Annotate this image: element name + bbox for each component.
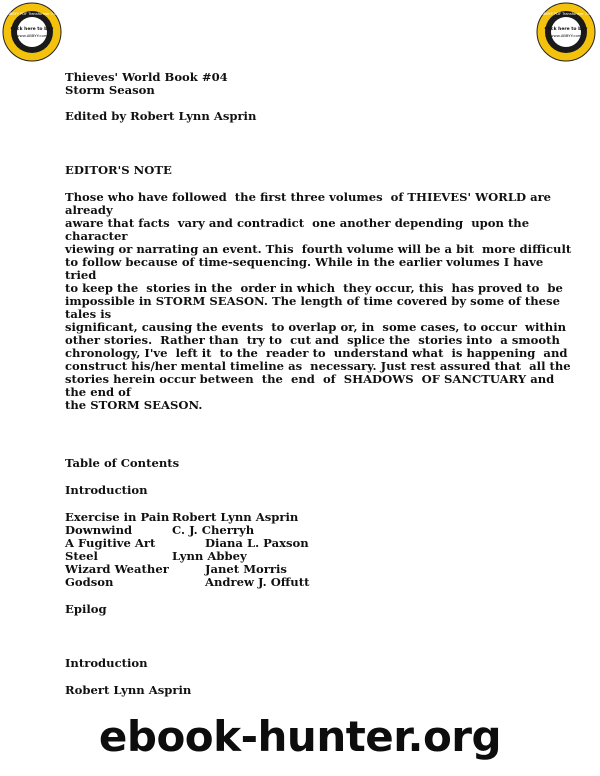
toc-entry-title: Godson <box>65 575 114 589</box>
badge-text-line1: ABBYY PDF Transformer 2.0 <box>7 12 57 16</box>
watermark: ebook-hunter.org <box>98 712 502 761</box>
book-title: Storm Season <box>65 83 155 97</box>
note-line: significant, causing the events to overlap or, in some cases, to occur within <box>65 320 567 334</box>
note-line: already <box>65 203 113 217</box>
badge-text-line2: Click here to buy <box>10 27 54 32</box>
toc-entry-author: Robert Lynn Asprin <box>172 510 299 524</box>
series-title: Thieves' World Book #04 <box>65 70 228 84</box>
toc-entry-title: Steel <box>65 549 98 563</box>
editors-note-heading: EDITOR'S NOTE <box>65 163 172 177</box>
note-line: Those who have followed the first three volumes of THIEVES' WORLD are <box>65 190 552 204</box>
note-line: to follow because of time-sequencing. While in the earlier volumes I have <box>65 255 544 269</box>
badge-text-line1: ABBYY PDF Transformer 2.0 <box>541 12 591 16</box>
toc-entry-author: Diana L. Paxson <box>205 536 309 550</box>
editor-credit: Edited by Robert Lynn Asprin <box>65 109 257 123</box>
note-line: chronology, I've left it to the reader to understand what is happening and <box>65 346 568 360</box>
note-line: construct his/her mental timeline as necessary. Just rest assured that all the <box>65 359 571 373</box>
toc-entry-title: Exercise in Pain <box>65 510 170 524</box>
note-line: character <box>65 229 128 243</box>
note-line: impossible in STORM SEASON. The length of time covered by some of these <box>65 294 560 308</box>
badge-text-line3: www.ABBYY.com <box>550 33 582 38</box>
introduction-heading: Introduction <box>65 656 148 670</box>
note-line: to keep the stories in the order in which they occur, this has proved to be <box>65 281 563 295</box>
note-line: tales is <box>65 307 112 321</box>
toc-entry-title: A Fugitive Art <box>65 536 156 550</box>
abbyy-badge-left[interactable] <box>2 2 62 62</box>
introduction-author: Robert Lynn Asprin <box>65 683 192 697</box>
badge-text-line2: Click here to buy <box>544 27 588 32</box>
toc-entry-title: Downwind <box>65 523 133 537</box>
toc-heading: Table of Contents <box>65 456 180 470</box>
toc-entry-author: Janet Morris <box>205 562 287 576</box>
note-line: the end of <box>65 385 131 399</box>
toc-entry-author: Lynn Abbey <box>172 549 247 563</box>
toc-entry-title: Wizard Weather <box>65 562 169 576</box>
toc-entry-author: Andrew J. Offutt <box>205 575 310 589</box>
note-line: viewing or narrating an event. This fourth volume will be a bit more difficult <box>65 242 572 256</box>
note-line: aware that facts vary and contradict one another depending upon the <box>65 216 530 230</box>
abbyy-badge-right[interactable] <box>536 2 596 62</box>
note-line: stories herein occur between the end of SHADOWS OF SANCTUARY and <box>65 372 555 386</box>
note-line: other stories. Rather than try to cut and splice the stories into a smooth <box>65 333 560 347</box>
note-line: the STORM SEASON. <box>65 398 203 412</box>
note-line: tried <box>65 268 97 282</box>
badge-text-line3: www.ABBYY.com <box>16 33 48 38</box>
toc-entry-author: C. J. Cherryh <box>172 523 255 537</box>
toc-epilog[interactable]: Epilog <box>65 602 107 616</box>
toc-introduction[interactable]: Introduction <box>65 483 148 497</box>
